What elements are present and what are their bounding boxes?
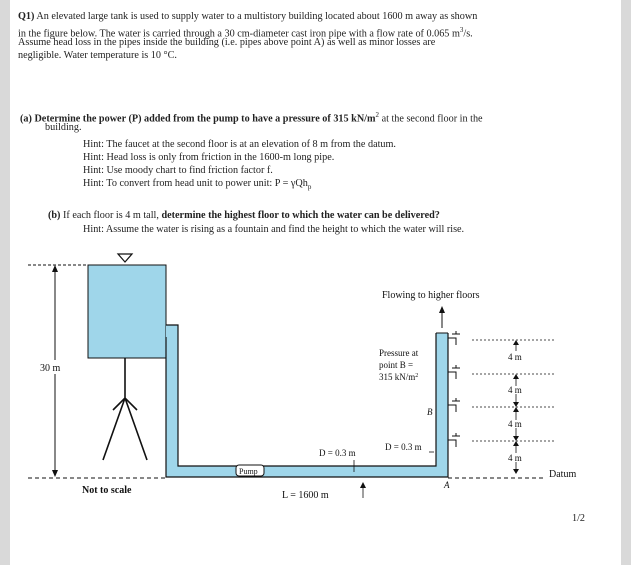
hint-2: Hint: Head loss is only from friction in the 1600-m long pipe. [83, 152, 335, 163]
question-line-4: negligible. Water temperature is 10 °C. [18, 50, 177, 61]
tank-height-label: 30 m [40, 363, 61, 374]
page-number: 1/2 [572, 513, 586, 524]
question-line-1: Q1) An elevated large tank is used to supply water to a multistory building located about 1600 m away as shown [18, 11, 478, 22]
faucets [448, 331, 460, 447]
question-label: Q1) [18, 11, 35, 22]
pump-label: Pump [239, 467, 258, 476]
hint-3: Hint: Use moody chart to find friction factor f. [83, 165, 273, 176]
hint-1: Hint: The faucet at the second floor is at an elevation of 8 m from the datum. [83, 139, 396, 150]
part-a-line-2: building. [45, 122, 82, 133]
floor-height-3: 4 m [508, 419, 522, 429]
datum-label: Datum [549, 469, 577, 480]
tank-stand [103, 358, 147, 460]
floor-height-2: 4 m [508, 385, 522, 395]
point-b-label: B [427, 407, 433, 417]
floor-height-1: 4 m [508, 352, 522, 362]
pressure-label-2: point B = [379, 360, 414, 370]
point-a-label: A [444, 480, 450, 490]
not-to-scale-label: Not to scale [82, 485, 132, 496]
pressure-label-3: 315 $kN/m^2$ [379, 372, 419, 382]
pressure-label-1: Pressure at [379, 348, 419, 358]
part-a-line-1: (a) Determine the power (P) added from the pump to have a pressure of 315 $kN/m^2$ at the second floor in the [20, 111, 483, 125]
question-line-2: in the figure below. The water is carried through a 30 cm-diameter cast iron pipe with a flow rate of 0.065 $m^3/s$. [18, 26, 473, 40]
pipe-length-label: L = 1600 m [282, 490, 329, 501]
document-page [10, 0, 621, 565]
diameter-right-label: D = 0.3 m [385, 442, 422, 452]
question-line-3: Assume head loss in the pipes inside the building (i.e. pipes above point A) as well as minor losses are [18, 37, 436, 48]
hint-4: Hint: To convert from head unit to power unit: P = γQh$_p$ [83, 178, 312, 192]
flowing-label: Flowing to higher floors [382, 290, 480, 301]
water-tank [88, 265, 166, 358]
part-b-hint: Hint: Assume the water is rising as a fountain and find the height to which the water will rise. [83, 224, 465, 235]
diameter-left-label: D = 0.3 m [319, 448, 356, 458]
water-level-triangle [118, 254, 132, 262]
tank-building-figure [10, 0, 621, 565]
floor-height-4: 4 m [508, 453, 522, 463]
part-b-line-1: (b) If each floor is 4 m tall, determine the highest floor to which the water can be delivered? [48, 210, 440, 221]
